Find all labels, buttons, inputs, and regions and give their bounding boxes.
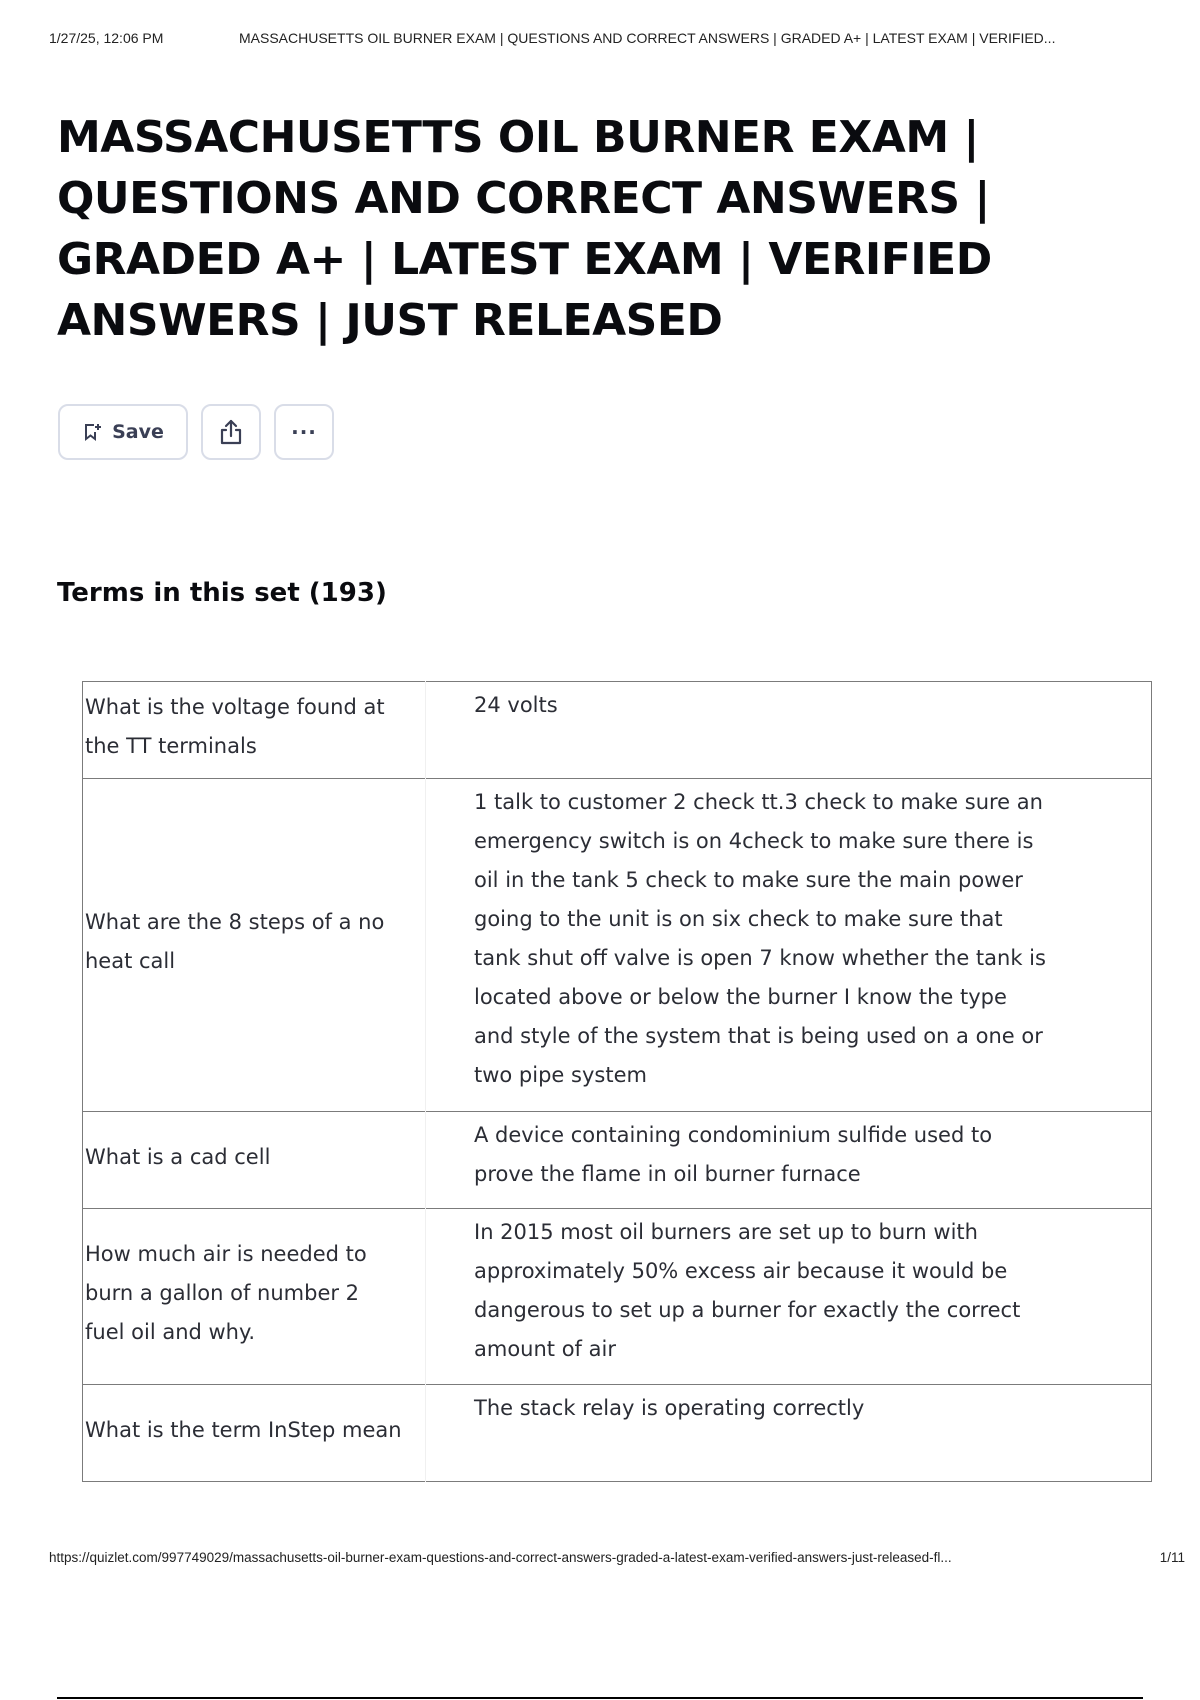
term-cell: What is the term InStep mean bbox=[83, 1385, 426, 1482]
term-cell: What are the 8 steps of a no heat call bbox=[83, 779, 426, 1112]
save-button-label: Save bbox=[112, 421, 164, 443]
print-footer bbox=[49, 1550, 1185, 1565]
definition-cell: 1 talk to customer 2 check tt.3 check to make sure an emergency switch is on 4check to make sure there is oil in the tank 5 check to make sure the main power going to the unit is on six check to make sure that tank shut off valve is open 7 know whether the tank is located above or below the burner I know the type and style of the system that is being used on a one or two pipe system bbox=[474, 790, 1046, 1087]
terms-heading: Terms in this set (193) bbox=[57, 578, 387, 608]
definition-cell: In 2015 most oil burners are set up to burn with approximately 50% excess air because it would be dangerous to set up a burner for exactly the correct amount of air bbox=[474, 1220, 1021, 1361]
table-row bbox=[83, 1385, 1152, 1482]
print-date: 1/27/25, 12:06 PM bbox=[49, 30, 164, 46]
term-cell: What is a cad cell bbox=[83, 1112, 426, 1209]
action-bar bbox=[58, 404, 334, 460]
definition-cell: 24 volts bbox=[474, 693, 558, 717]
table-row bbox=[83, 779, 1152, 1112]
table-row bbox=[83, 682, 1152, 779]
more-options-button[interactable] bbox=[274, 404, 334, 460]
print-doc-title: MASSACHUSETTS OIL BURNER EXAM | QUESTIONS AND CORRECT ANSWERS | GRADED A+ | LATEST EXAM | VERIFIED... bbox=[239, 30, 1056, 46]
save-button[interactable] bbox=[58, 404, 188, 460]
table-row bbox=[83, 1112, 1152, 1209]
bookmark-plus-icon bbox=[82, 422, 102, 442]
page-url: https://quizlet.com/997749029/massachusetts-oil-burner-exam-questions-and-correct-answers-graded-a-latest-exam-verified-answers-just-released-fl... bbox=[49, 1550, 952, 1565]
term-cell: What is the voltage found at the TT terminals bbox=[83, 682, 426, 779]
terms-table bbox=[82, 681, 1152, 1482]
page-title: MASSACHUSETTS OIL BURNER EXAM | QUESTIONS AND CORRECT ANSWERS | GRADED A+ | LATEST EXAM | VERIFIED ANSWERS | JUST RELEASED bbox=[57, 112, 992, 346]
more-horizontal-icon: ··· bbox=[291, 420, 317, 444]
table-row bbox=[83, 1209, 1152, 1385]
share-icon bbox=[218, 418, 244, 446]
definition-cell: A device containing condominium sulfide used to prove the flame in oil burner furnace bbox=[474, 1123, 993, 1186]
print-header bbox=[49, 30, 1179, 46]
term-cell: How much air is needed to burn a gallon of number 2 fuel oil and why. bbox=[83, 1209, 426, 1385]
share-button[interactable] bbox=[201, 404, 261, 460]
definition-cell: The stack relay is operating correctly bbox=[474, 1396, 865, 1420]
page-number: 1/11 bbox=[1159, 1550, 1185, 1565]
page-divider bbox=[57, 1697, 1143, 1699]
